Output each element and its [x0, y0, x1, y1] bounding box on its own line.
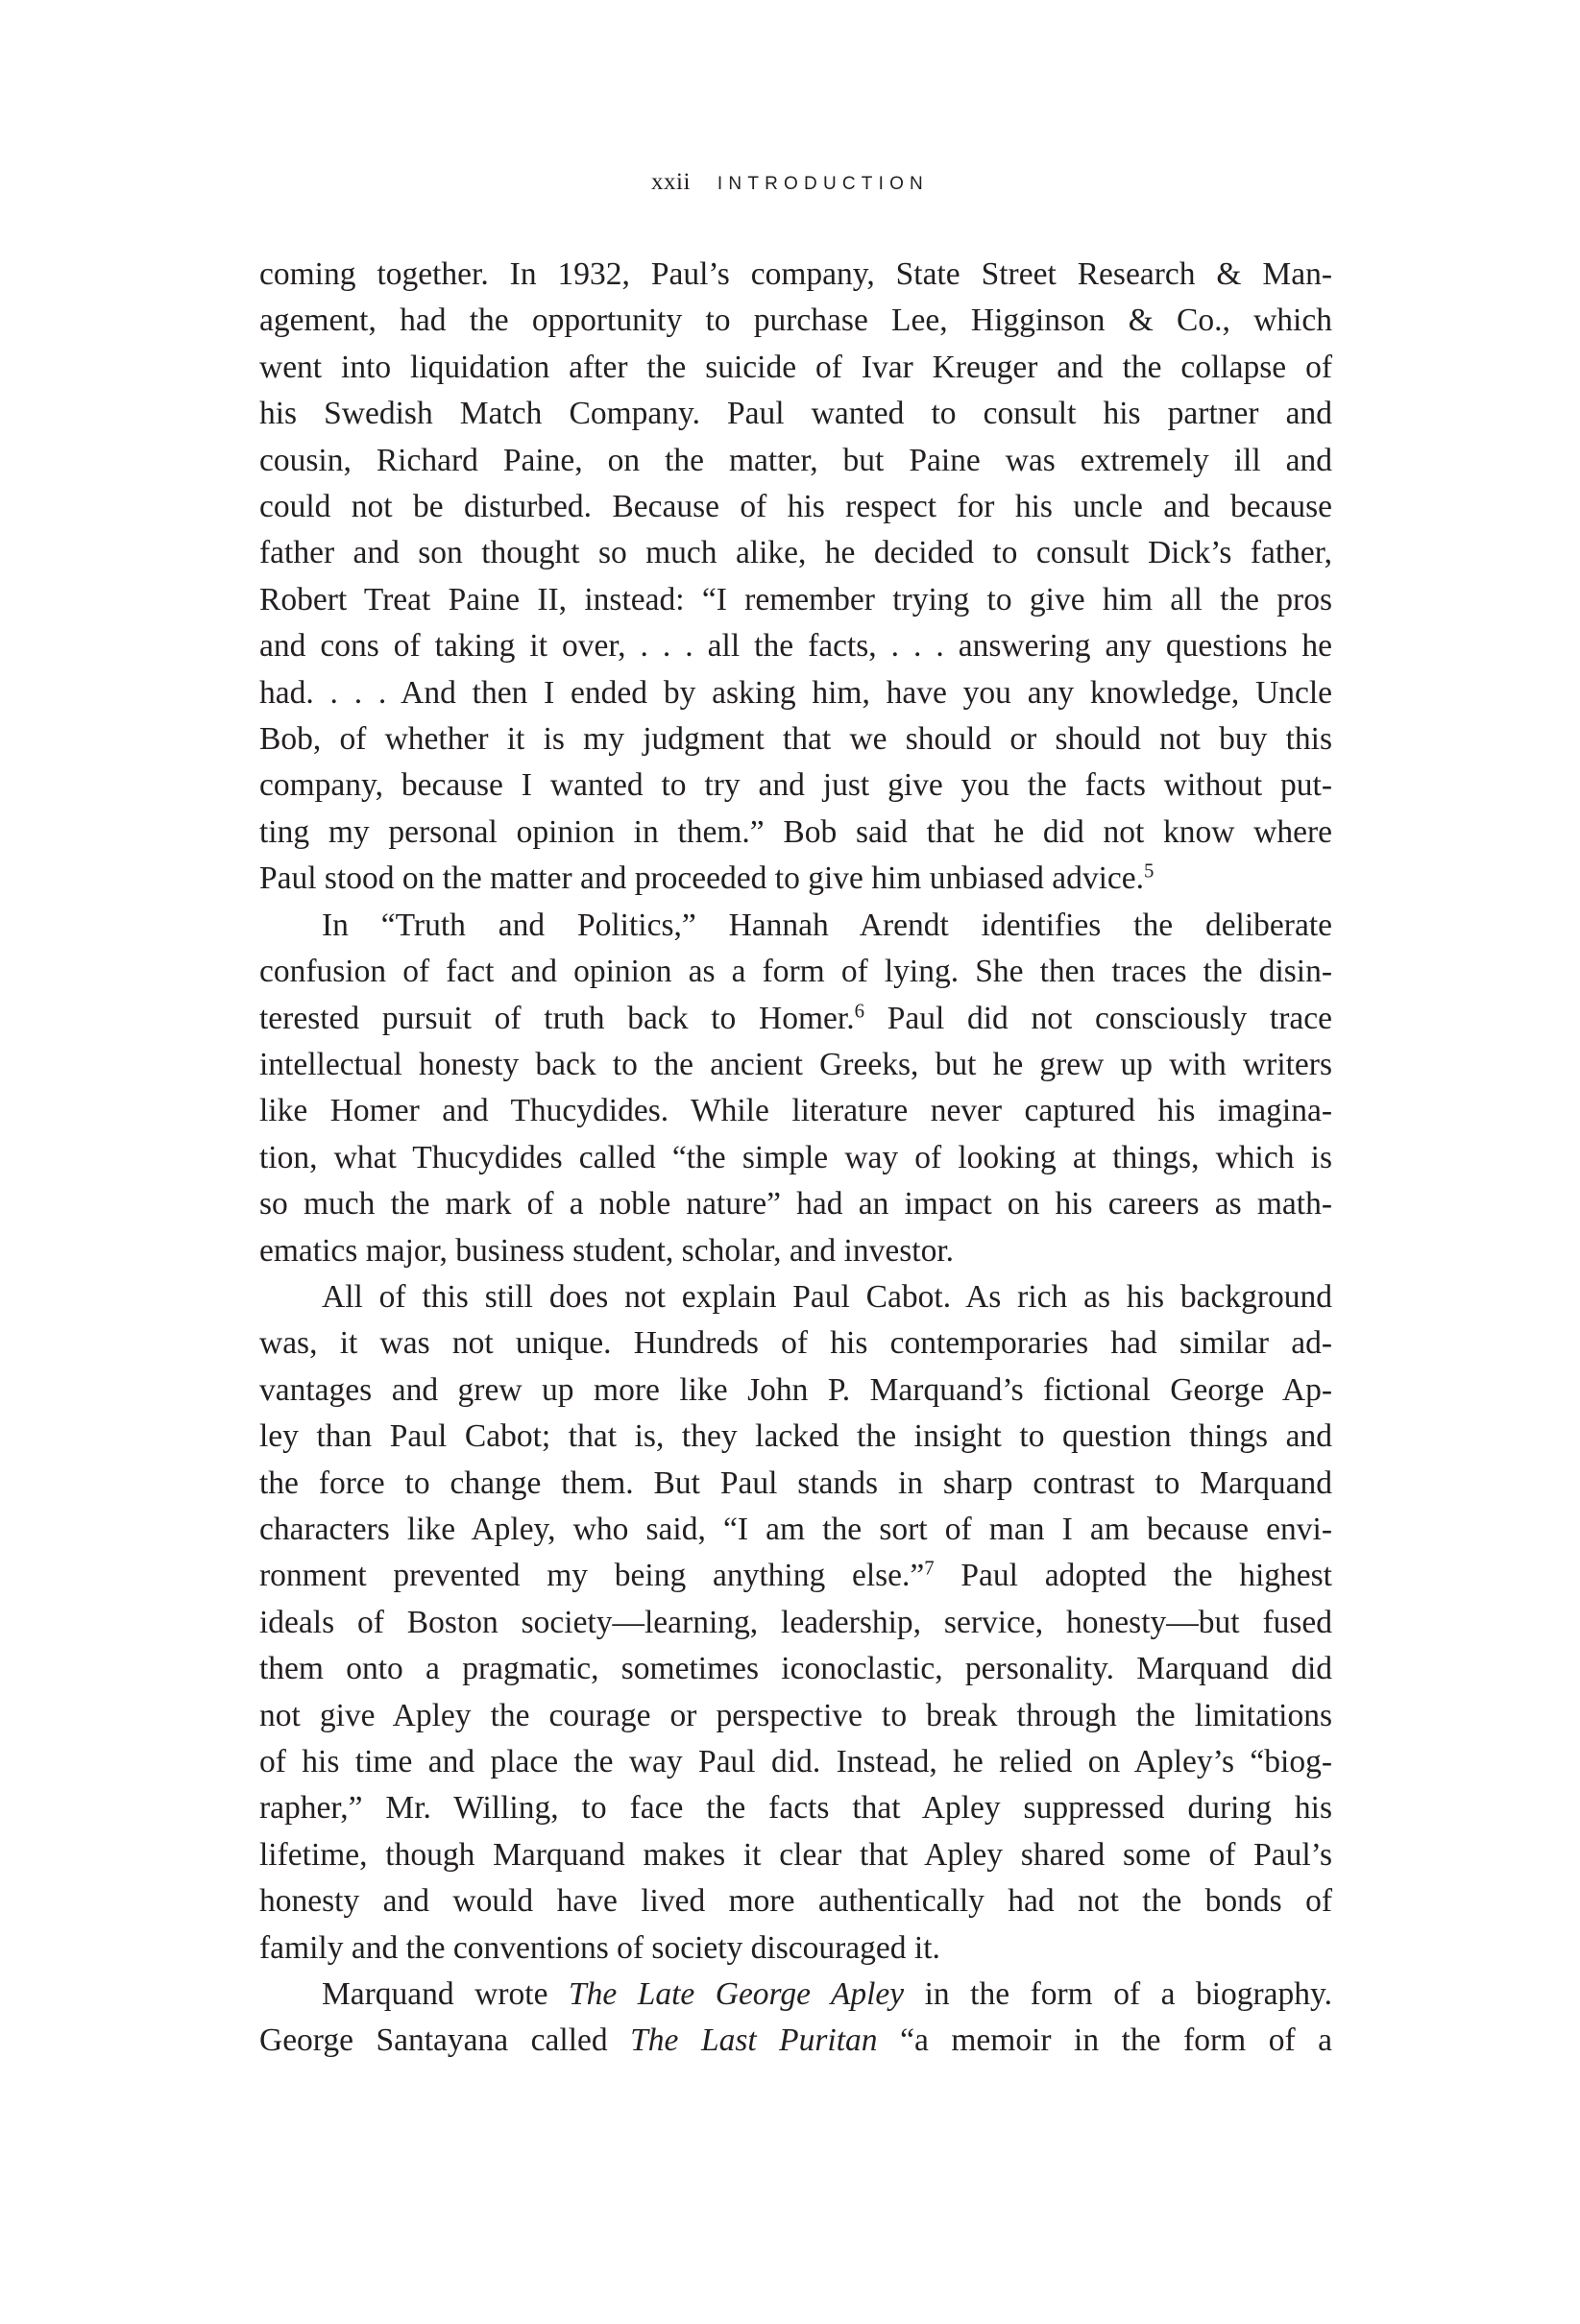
text-line	[259, 716, 1332, 763]
section-title: INTRODUCTION	[717, 174, 929, 194]
text-line	[259, 1646, 1332, 1692]
body-text	[259, 252, 1332, 2065]
text-run: ting my personal opinion in them.” Bob said that he did not know where	[259, 813, 1332, 850]
text-line	[259, 484, 1332, 530]
text-run: ematics major, business student, scholar, and investor.	[259, 1232, 955, 1269]
text-run: Marquand wrote	[322, 1976, 569, 2013]
text-run: company, because I wanted to try and just give you the facts without put-	[259, 767, 1332, 804]
text-line	[259, 670, 1332, 716]
text-run: the force to change them. But Paul stands in sharp contrast to Marquand	[259, 1465, 1332, 1501]
text-line	[259, 856, 1332, 902]
text-line	[259, 1088, 1332, 1134]
text-line	[259, 1042, 1332, 1088]
text-line	[259, 530, 1332, 576]
text-run: In “Truth and Politics,” Hannah Arendt identifies the deliberate	[322, 907, 1332, 943]
text-run: family and the conventions of society discouraged it.	[259, 1929, 940, 1966]
text-line	[259, 1878, 1332, 1925]
text-line	[259, 1320, 1332, 1367]
text-line	[259, 1785, 1332, 1831]
running-head	[0, 163, 1580, 205]
book-title: The Last Puritan	[630, 2022, 878, 2059]
text-run: “a memoir in the form of a	[877, 2022, 1333, 2059]
text-line	[259, 1135, 1332, 1181]
text-line	[259, 1181, 1332, 1227]
text-run: them onto a pragmatic, sometimes iconoclastic, personality. Marquand did	[259, 1651, 1332, 1687]
text-run: cousin, Richard Paine, on the matter, but Paine was extremely ill and	[259, 442, 1332, 478]
text-line	[259, 1228, 1332, 1274]
text-line	[259, 763, 1332, 809]
text-line	[259, 577, 1332, 623]
text-line	[259, 903, 1332, 949]
text-line	[259, 1600, 1332, 1646]
text-run: George Santayana called	[259, 2022, 631, 2059]
text-run: Paul adopted the highest	[934, 1558, 1332, 1594]
text-run: honesty and would have lived more authentically had not the bonds of	[259, 1883, 1332, 1920]
text-run: intellectual honesty back to the ancient Greeks, but he grew up with writers	[259, 1046, 1332, 1082]
text-line	[259, 298, 1332, 344]
text-run: Bob, of whether it is my judgment that we should or should not buy this	[259, 721, 1332, 758]
text-line	[259, 1925, 1332, 1972]
text-line	[259, 949, 1332, 995]
text-run: tion, what Thucydides called “the simple way of looking at things, which is	[259, 1139, 1332, 1175]
text-run: so much the mark of a noble nature” had an impact on his careers as math-	[259, 1186, 1332, 1223]
text-run: in the form of a biography.	[904, 1976, 1332, 2013]
text-run: coming together. In 1932, Paul’s company, State Street Research & Man-	[259, 256, 1332, 292]
text-run: could not be disturbed. Because of his respect for his uncle and because	[259, 489, 1332, 525]
text-run: vantages and grew up more like John P. Marquand’s fictional George Ap-	[259, 1371, 1332, 1408]
paragraph	[259, 1972, 1332, 2065]
text-line	[259, 391, 1332, 437]
text-run: Paul stood on the matter and proceeded to give him unbiased advice.	[259, 860, 1144, 897]
text-line	[259, 623, 1332, 669]
text-line	[259, 810, 1332, 856]
text-line	[259, 1461, 1332, 1507]
text-run: characters like Apley, who said, “I am the sort of man I am because envi-	[259, 1511, 1332, 1547]
text-run: ideals of Boston society—learning, leadership, service, honesty—but fused	[259, 1604, 1332, 1640]
text-line	[259, 1693, 1332, 1739]
text-run: Paul did not consciously trace	[863, 1000, 1332, 1036]
page-number: xxii	[651, 169, 691, 195]
text-run: lifetime, though Marquand makes it clear that Apley shared some of Paul’s	[259, 1836, 1332, 1873]
text-run: All of this still does not explain Paul Cabot. As rich as his background	[322, 1278, 1332, 1315]
text-line	[259, 1414, 1332, 1460]
text-run: his Swedish Match Company. Paul wanted to consult his partner and	[259, 396, 1332, 432]
text-run: of his time and place the way Paul did. Instead, he relied on Apley’s “biog-	[259, 1744, 1332, 1779]
text-run: ley than Paul Cabot; that is, they lacked the insight to question things and	[259, 1418, 1332, 1455]
text-run: was, it was not unique. Hundreds of his contemporaries had similar ad-	[259, 1325, 1332, 1362]
text-line	[259, 1368, 1332, 1414]
text-line	[259, 252, 1332, 298]
paragraph	[259, 252, 1332, 903]
text-line	[259, 345, 1332, 391]
text-line	[259, 1274, 1332, 1320]
text-line	[259, 996, 1332, 1042]
text-line	[259, 1832, 1332, 1878]
text-run: and cons of taking it over, . . . all the facts, . . . answering any questions he	[259, 628, 1332, 665]
text-run: father and son thought so much alike, he decided to consult Dick’s father,	[259, 535, 1332, 571]
paragraph	[259, 1274, 1332, 1972]
text-line	[259, 2018, 1332, 2064]
text-run: went into liquidation after the suicide of Ivar Kreuger and the collapse of	[259, 349, 1332, 385]
text-line	[259, 438, 1332, 484]
text-line	[259, 1739, 1332, 1785]
text-run: had. . . . And then I ended by asking him, have you any knowledge, Uncle	[259, 674, 1332, 711]
text-run: agement, had the opportunity to purchase Lee, Higginson & Co., which	[259, 303, 1332, 339]
text-line	[259, 1553, 1332, 1599]
text-run: not give Apley the courage or perspective to break through the limitations	[259, 1697, 1332, 1733]
text-run: confusion of fact and opinion as a form of lying. She then traces the disin-	[259, 954, 1332, 990]
text-run: like Homer and Thucydides. While literature never captured his imagina-	[259, 1093, 1332, 1129]
text-run: ronment prevented my being anything else.”	[259, 1558, 925, 1594]
footnote-reference[interactable]: 6	[854, 1000, 864, 1023]
text-run: terested pursuit of truth back to Homer.	[259, 1000, 855, 1036]
text-line	[259, 1972, 1332, 2018]
text-run: rapher,” Mr. Willing, to face the facts that Apley suppressed during his	[259, 1790, 1332, 1827]
footnote-reference[interactable]: 5	[1144, 859, 1155, 883]
book-title: The Late George Apley	[568, 1976, 905, 2013]
paragraph	[259, 903, 1332, 1274]
text-line	[259, 1507, 1332, 1553]
footnote-reference[interactable]: 7	[924, 1557, 935, 1580]
text-run: Robert Treat Paine II, instead: “I remember trying to give him all the pros	[259, 581, 1332, 617]
